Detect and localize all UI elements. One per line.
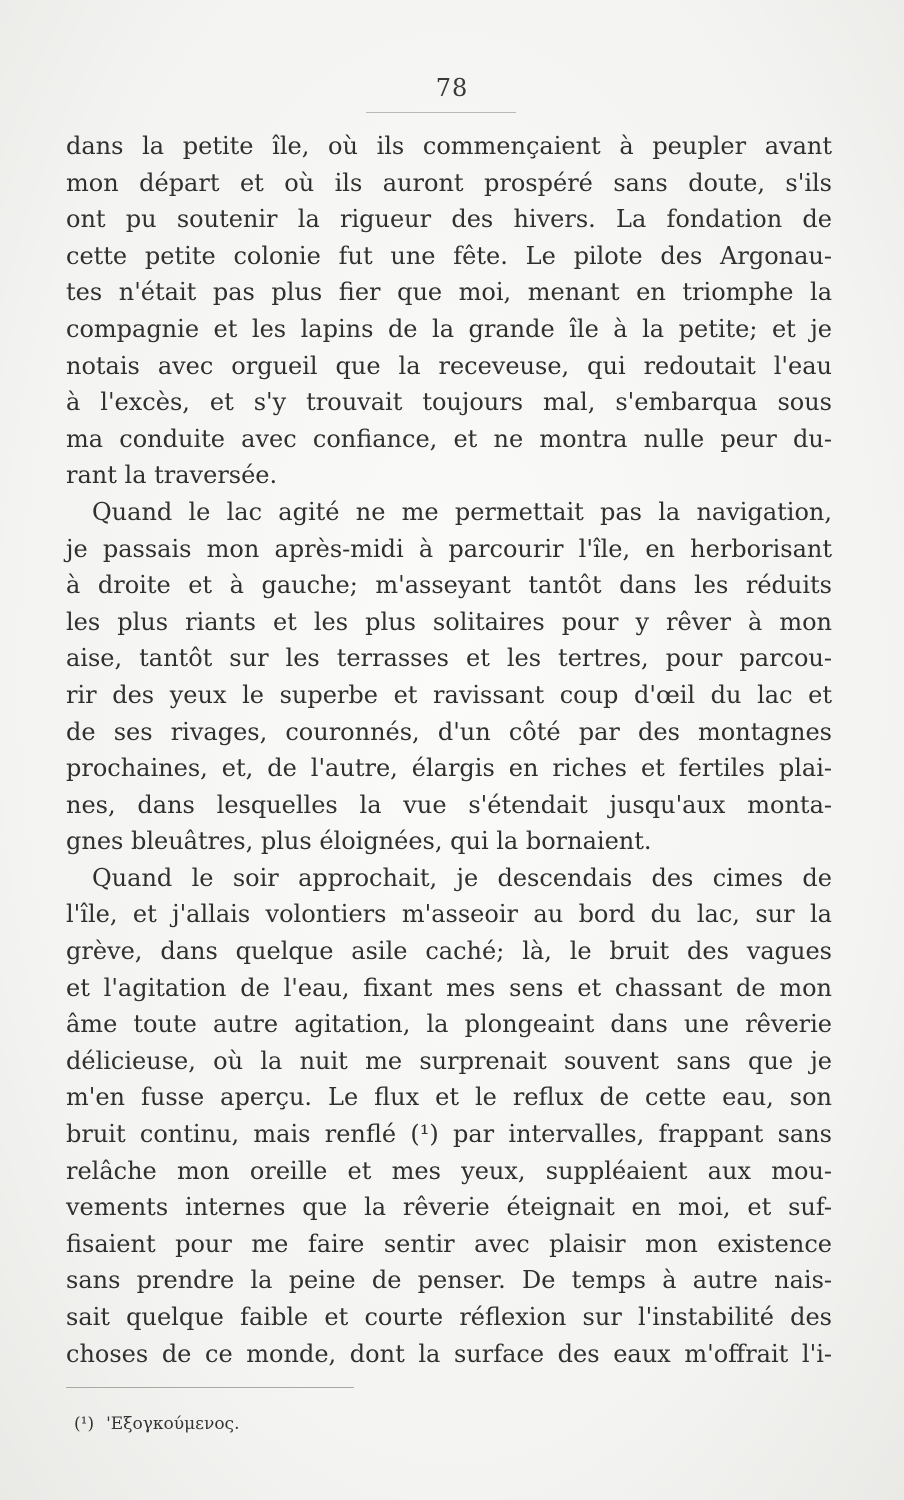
text-line: nes, dans lesquelles la vue s'étendait jusqu'aux monta- [66, 790, 832, 819]
text-line: sans prendre la peine de penser. De temps à autre nais- [66, 1266, 832, 1295]
text-line: tes n'était pas plus fier que moi, menant en triomphe la [66, 278, 832, 307]
text-line: je passais mon après-midi à parcourir l'île, en herborisant [66, 534, 832, 563]
text-line: m'en fusse aperçu. Le flux et le reflux de cette eau, son [66, 1083, 832, 1112]
text-line: cette petite colonie fut une fête. Le pilote des Argonau- [66, 241, 832, 270]
text-line: mon départ et où ils auront prospéré sans doute, s'ils [66, 168, 832, 197]
text-line: dans la petite île, où ils commençaient à peupler avant [66, 132, 832, 160]
text-line: prochaines, et, de l'autre, élargis en riches et fertiles plai- [66, 754, 832, 783]
text-line: relâche mon oreille et mes yeux, suppléaient aux mou- [66, 1156, 832, 1185]
text-line: Quand le soir approchait, je descendais des cimes de [92, 863, 832, 892]
text-line: délicieuse, où la nuit me surprenait souvent sans que je [66, 1046, 832, 1075]
text-line: notais avec orgueil que la receveuse, qui redoutait l'eau [66, 351, 832, 380]
text-line: à droite et à gauche; m'asseyant tantôt dans les réduits [66, 571, 832, 600]
text-line: aise, tantôt sur les terrasses et les tertres, pour parcou- [66, 644, 832, 673]
page-number: 78 [435, 74, 469, 102]
text-line: ma conduite avec confiance, et ne montra nulle peur du- [66, 424, 832, 453]
text-line: Quand le lac agité ne me permettait pas la navigation, [92, 497, 832, 526]
footnote-rule [66, 1387, 354, 1388]
text-line: rir des yeux le superbe et ravissant coup d'œil du lac et [66, 680, 832, 709]
text-line: fisaient pour me faire sentir avec plaisir mon existence [66, 1229, 832, 1258]
text-line: choses de ce monde, dont la surface des eaux m'offrait l'i- [66, 1339, 832, 1368]
text-line: l'île, et j'allais volontiers m'asseoir au bord du lac, sur la [66, 900, 832, 929]
text-line: compagnie et les lapins de la grande île à la petite; et je [66, 314, 832, 343]
text-line: et l'agitation de l'eau, fixant mes sens et chassant de mon [66, 973, 832, 1002]
text-line: grève, dans quelque asile caché; là, le bruit des vagues [66, 937, 832, 966]
footnote [74, 1414, 239, 1434]
footnote-mark: (¹) [74, 1414, 95, 1434]
header-rule [366, 112, 516, 113]
text-line: les plus riants et les plus solitaires pour y rêver à mon [66, 607, 832, 636]
footnote-text: 'Εξογκούμενος. [106, 1414, 240, 1434]
text-line: vements internes que la rêverie éteignait en moi, et suf- [66, 1193, 832, 1222]
text-line: âme toute autre agitation, la plongeaint dans une rêverie [66, 1010, 832, 1039]
body-text [66, 128, 832, 1372]
text-line: rant la traversée. [66, 461, 278, 490]
text-line: à l'excès, et s'y trouvait toujours mal, s'embarqua sous [66, 388, 832, 417]
text-line: de ses rivages, couronnés, d'un côté par des montagnes [66, 717, 832, 746]
text-line: sait quelque faible et courte réflexion sur l'instabilité des [66, 1303, 832, 1331]
text-line: gnes bleuâtres, plus éloignées, qui la bornaient. [66, 827, 652, 856]
text-line: bruit continu, mais renflé (¹) par intervalles, frappant sans [66, 1120, 832, 1149]
text-line: ont pu soutenir la rigueur des hivers. La fondation de [66, 205, 832, 234]
